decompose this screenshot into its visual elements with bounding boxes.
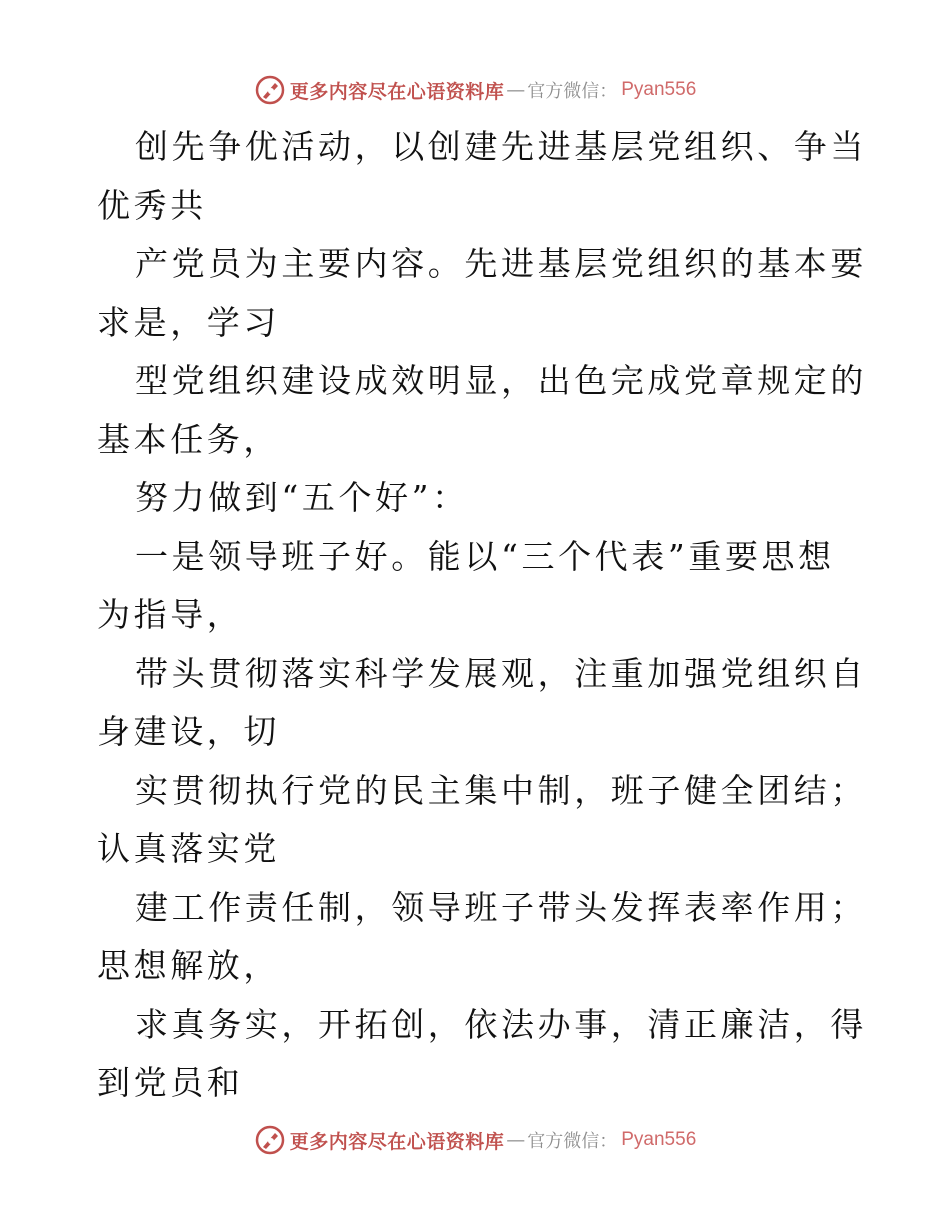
paragraph-2: 产党员为主要内容。先进基层党组织的基本要求是，学习 <box>97 244 867 342</box>
paragraph-5: 一是领导班子好。能以“三个代表”重要思想为指导， <box>97 536 835 634</box>
wechat-label: 官方微信： <box>527 1131 618 1152</box>
watermark-separator: — <box>506 1129 526 1151</box>
paragraph-9: 求真务实，开拓创，依法办事，清正廉洁，得到党员和 <box>97 1004 867 1102</box>
watermark-text: 更多内容尽在心语资料库 <box>289 80 505 103</box>
pen-logo-icon <box>254 1124 286 1156</box>
paragraph-8: 建工作责任制，领导班子带头发挥表率作用；思想解放， <box>97 887 867 985</box>
header-watermark <box>0 70 950 110</box>
paragraph-1: 创先争优活动，以创建先进基层党组织、争当优秀共 <box>97 127 867 225</box>
watermark-text: 更多内容尽在心语资料库 <box>289 1130 505 1153</box>
document-body <box>97 118 867 1113</box>
paragraph-3: 型党组织建设成效明显，出色完成党章规定的基本任务， <box>97 361 867 459</box>
watermark-separator: — <box>506 79 526 101</box>
paragraph-7: 实贯彻执行党的民主集中制，班子健全团结；认真落实党 <box>97 770 867 868</box>
footer-watermark <box>0 1120 950 1160</box>
wechat-id: Pyan556 <box>621 79 697 100</box>
wechat-id: Pyan556 <box>621 1129 697 1150</box>
paragraph-4: 努力做到“五个好”： <box>135 478 469 517</box>
wechat-label: 官方微信： <box>527 81 618 102</box>
paragraph-6: 带头贯彻落实科学发展观，注重加强党组织自身建设，切 <box>97 653 867 751</box>
pen-logo-icon <box>254 74 286 106</box>
